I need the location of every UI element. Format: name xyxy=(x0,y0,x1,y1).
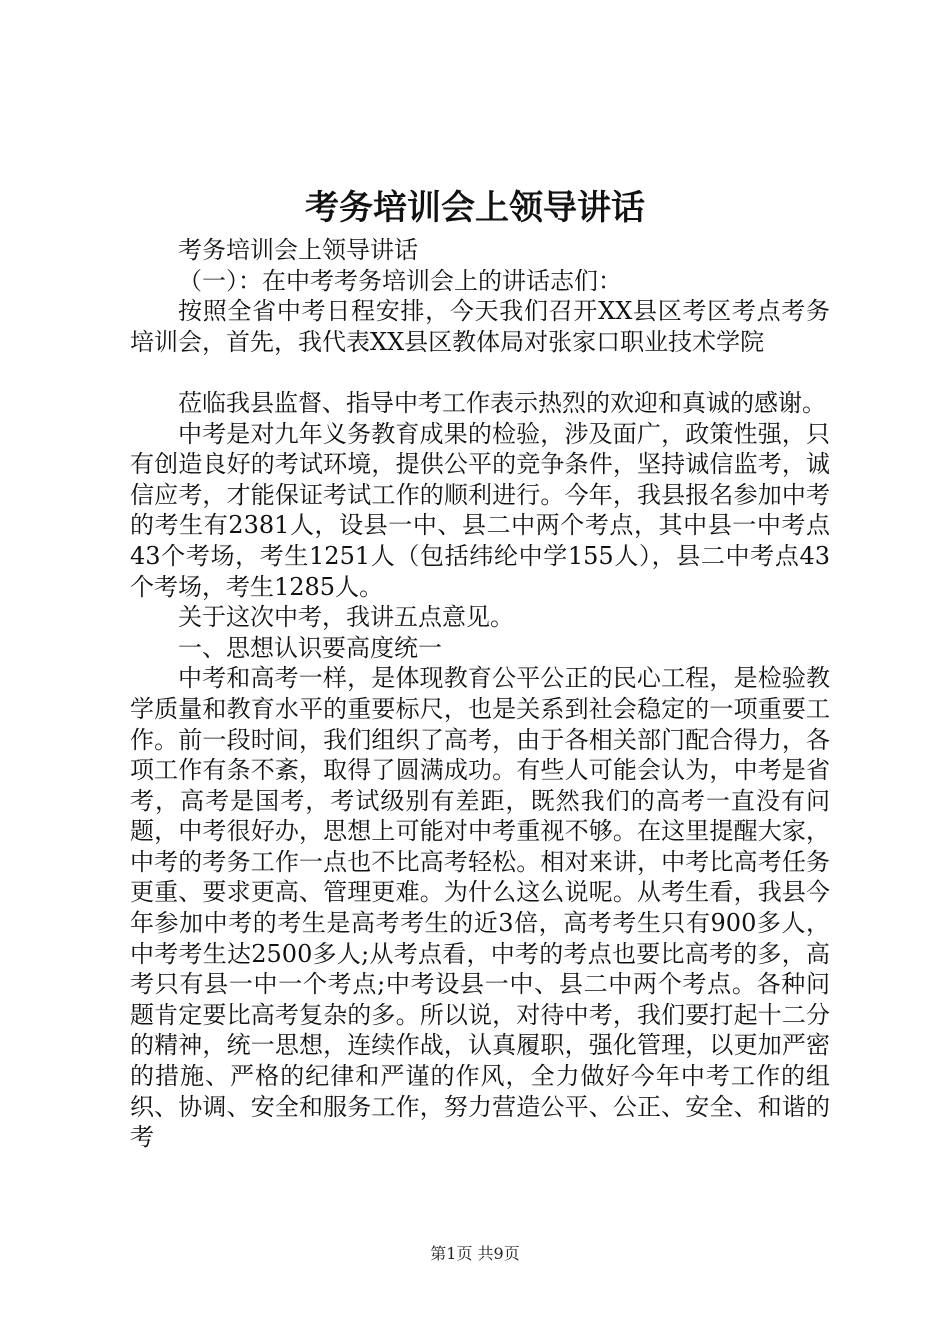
paragraph-welcome: 莅临我县监督、指导中考工作表示热烈的欢迎和真诚的感谢。 xyxy=(178,388,826,417)
paragraph-section-intro: （一）：在中考考务培训会上的讲话志们： xyxy=(178,266,622,295)
paragraph-opening: 按照全省中考日程安排，今天我们召开XX县区考区考点考务培训会，首先，我代表XX县区教体局对张家口职业技术学院 xyxy=(130,297,830,356)
document-body xyxy=(130,235,830,1153)
paragraph-section-one-heading: 一、思想认识要高度统一 xyxy=(178,633,442,662)
document-title: 考务培训会上领导讲话 xyxy=(305,188,645,228)
blank-line xyxy=(130,357,830,388)
paragraph-five-points: 关于这次中考，我讲五点意见。 xyxy=(178,603,514,632)
paragraph-exam-overview: 中考是对九年义务教育成果的检验，涉及面广，政策性强，只有创造良好的考试环境，提供公平的竞争条件，坚持诚信监考，诚信应考，才能保证考试工作的顺利进行。今年，我县报名参加中考的考生有2381人，设县一中、县二中两个考点，其中县一中考点43个考场，考生1251人（包括纬纶中学155人），县二中考点43个考场，考生1285人。 xyxy=(130,419,830,601)
page-footer: 第1页 共9页 xyxy=(430,1244,520,1263)
paragraph-section-one-body: 中考和高考一样，是体现教育公平公正的民心工程，是检验教学质量和教育水平的重要标尺，也是关系到社会稳定的一项重要工作。前一段时间，我们组织了高考，由于各相关部门配合得力，各项工作有条不紊，取得了圆满成功。有些人可能会认为，中考是省考，高考是国考，考试级别有差距，既然我们的高考一直没有问题，中考很好办，思想上可能对中考重视不够。在这里提醒大家，中考的考务工作一点也不比高考轻松。相对来讲，中考比高考任务更重、要求更高、管理更难。为什么这么说呢。从考生看，我县今年参加中考的考生是高考考生的近3倍，高考考生只有900多人，中考考生达2500多人;从考点看，中考的考点也要比高考的多，高考只有县一中一个考点;中考设县一中、县二中两个考点。各种问题肯定要比高考复杂的多。所以说，对待中考，我们要打起十二分的精神，统一思想，连续作战，认真履职，强化管理，以更加严密的措施、严格的纪律和严谨的作风，全力做好今年中考工作的组织、协调、安全和服务工作，努力营造公平、公正、安全、和谐的考 xyxy=(130,664,830,1152)
paragraph-heading: 考务培训会上领导讲话 xyxy=(178,236,418,264)
